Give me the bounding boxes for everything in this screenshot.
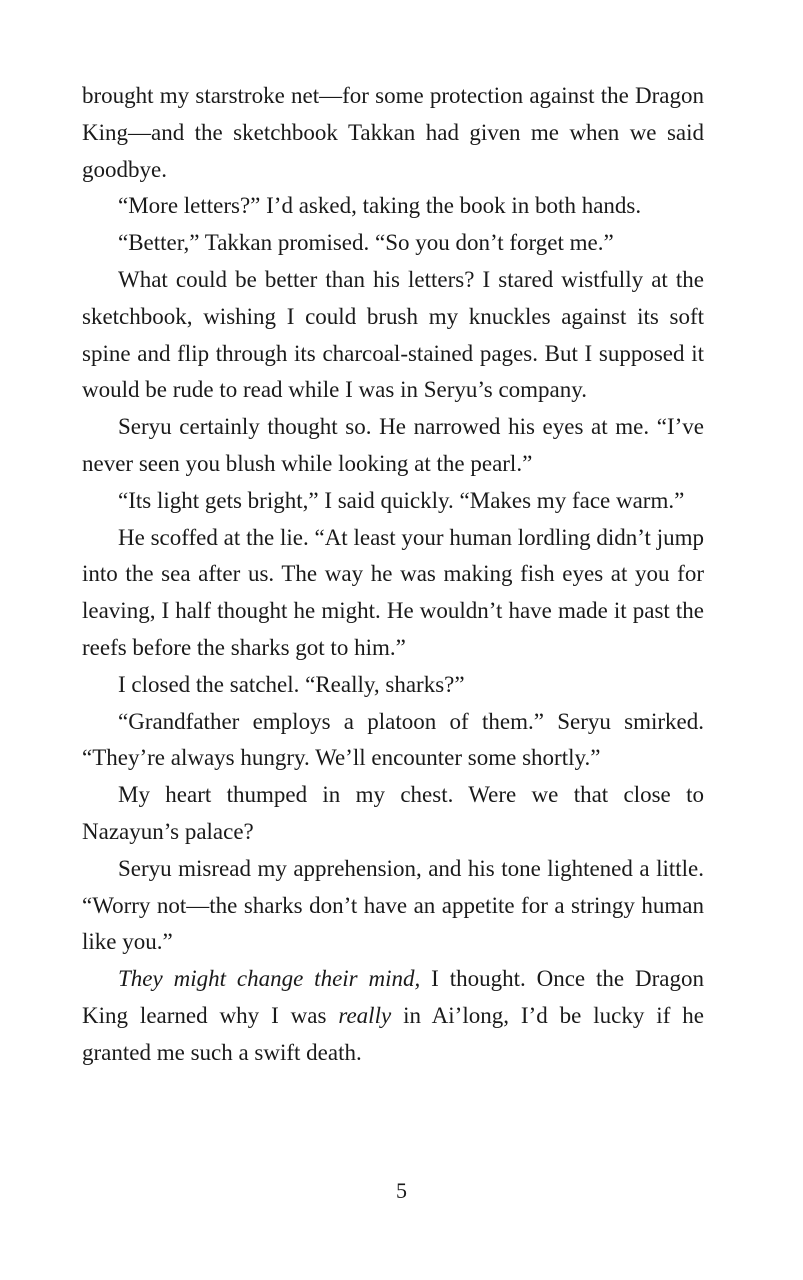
- paragraph-10: My heart thumped in my chest. Were we that close to Nazayun’s palace?: [82, 782, 704, 844]
- paragraph-9: “Grandfather employs a platoon of them.” Seryu smirked. “They’re always hungry. We’ll encounter some shortly.”: [82, 708, 704, 771]
- paragraph-3: “Better,” Takkan promised. “So you don’t forget me.”: [118, 230, 614, 256]
- paragraph-4: What could be better than his letters? I stared wistfully at the sketchbook, wishing I could brush my knuckles against its soft spine and flip through its charcoal-stained pages. But I supposed it would be rude to read while I was in Seryu’s company.: [82, 266, 704, 403]
- page-body: [82, 78, 704, 1072]
- paragraph-11: Seryu misread my apprehension, and his tone lightened a little. “Worry not—the sharks don’t have an appetite for a stringy human like you.”: [82, 855, 704, 955]
- paragraph-6: “Its light gets bright,” I said quickly. “Makes my face warm.”: [118, 487, 685, 513]
- page-number: 5: [396, 1178, 407, 1203]
- paragraph-8: I closed the satchel. “Really, sharks?”: [118, 671, 465, 697]
- paragraph-12: [82, 961, 704, 1071]
- paragraph-12-text-2: in Ai’long, I’d be lucky if he granted me such a swift death.: [82, 1002, 704, 1065]
- paragraph-1: brought my starstroke net—for some protection against the Dragon King—and the sketchbook Takkan had given me when we said goodbye.: [82, 83, 704, 182]
- paragraph-7: He scoffed at the lie. “At least your human lordling didn’t jump into the sea after us. The way he was making fish eyes at you for leaving, I half thought he might. He wouldn’t have made it past the reefs before the sharks got to him.”: [82, 524, 704, 660]
- paragraph-2: “More letters?” I’d asked, taking the book in both hands.: [118, 193, 642, 219]
- paragraph-12-text-1: I thought. Once the Dragon King learned why I was: [82, 966, 704, 1028]
- italic-really: really: [338, 1002, 392, 1028]
- paragraph-5: Seryu certainly thought so. He narrowed his eyes at me. “I’ve never seen you blush while looking at the pearl.”: [82, 414, 704, 476]
- italic-thought: They might change their mind,: [118, 966, 421, 992]
